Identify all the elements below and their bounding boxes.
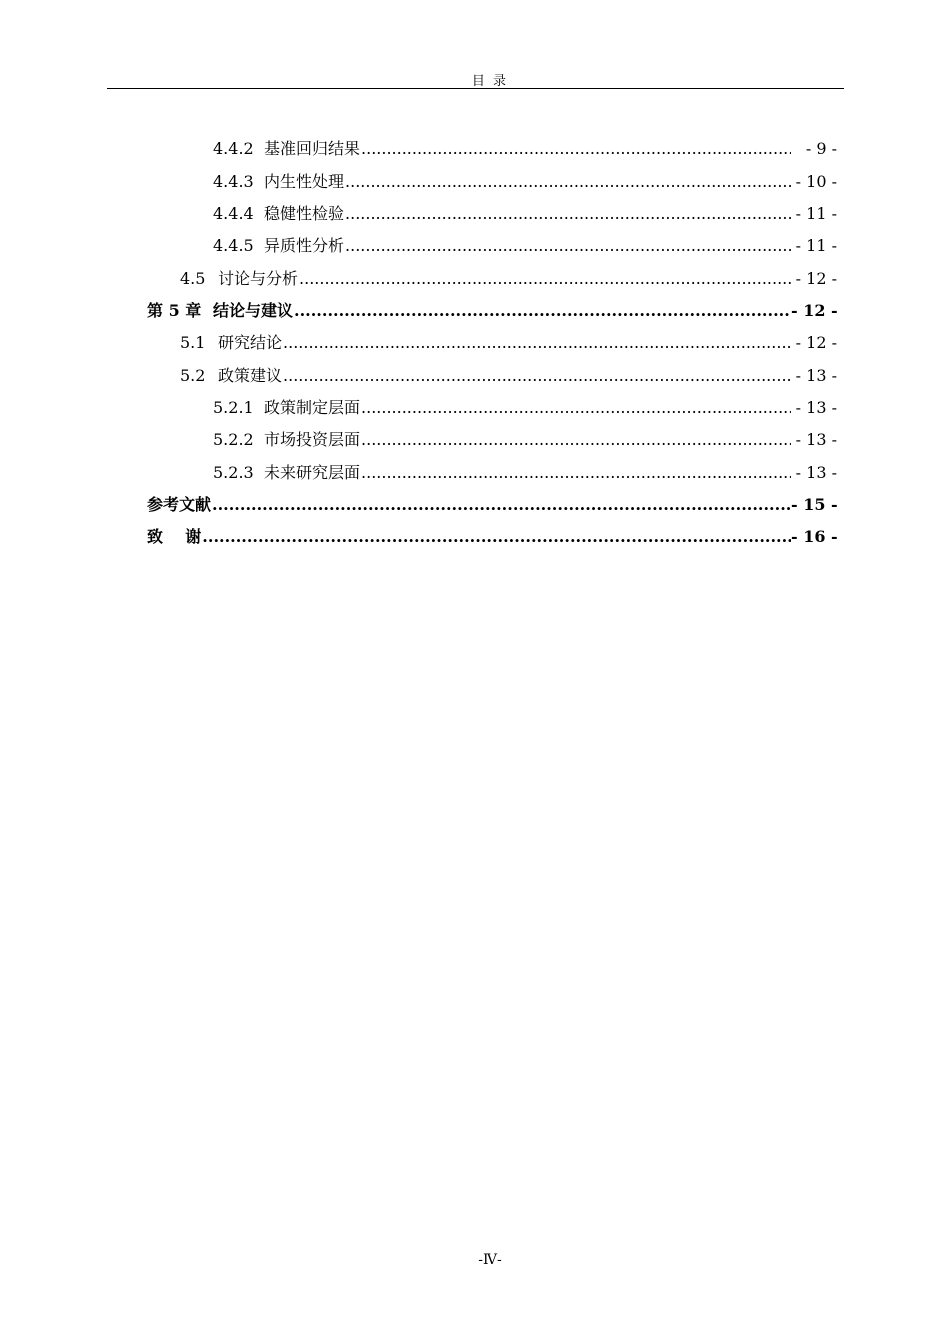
toc-entry-4-4-4[interactable] — [213, 201, 837, 225]
toc-entry-4-4-5[interactable] — [213, 233, 837, 257]
toc-dot-leader — [345, 236, 791, 255]
toc-entry-page: - 13 - — [795, 398, 837, 417]
toc-entry-4-4-2[interactable] — [213, 136, 837, 160]
toc-entry-page: - 16 - — [791, 527, 838, 546]
toc-entry-4-5[interactable] — [180, 266, 837, 290]
toc-entry-title: 市场投资层面 — [264, 430, 361, 449]
toc-entry-page: - 13 - — [795, 463, 837, 482]
toc-dot-leader — [283, 333, 791, 352]
toc-entry-title: 稳健性检验 — [264, 204, 345, 223]
header-rule — [107, 88, 844, 89]
toc-entry-number: 5.1 — [180, 333, 206, 352]
toc-dot-leader — [299, 269, 791, 288]
toc-entry-number: 5.2.2 — [213, 430, 254, 449]
toc-dot-leader — [361, 139, 791, 158]
toc-entry-5-2-2[interactable] — [213, 427, 837, 451]
toc-entry-title: 基准回归结果 — [264, 139, 361, 158]
toc-entry-title: 研究结论 — [218, 333, 283, 352]
toc-entry-page: - 11 - — [795, 204, 837, 223]
toc-entry-page: - 13 - — [795, 430, 837, 449]
toc-entry-4-4-3[interactable] — [213, 169, 837, 193]
toc-entry-5-2-1[interactable] — [213, 395, 837, 419]
toc-entry-number: 5.2.1 — [213, 398, 254, 417]
page-number-footer: -Ⅳ- — [478, 1252, 502, 1268]
toc-entry-page: - 15 - — [791, 495, 838, 514]
toc-entry-page: - 13 - — [795, 366, 837, 385]
toc-entry-number: 4.4.3 — [213, 172, 254, 191]
toc-entry-5-1[interactable] — [180, 330, 837, 354]
toc-dot-leader — [283, 366, 791, 385]
toc-entry-number: 5.2 — [180, 366, 206, 385]
toc-dot-leader — [202, 527, 791, 546]
toc-entry-number: 4.5 — [180, 269, 206, 288]
toc-dot-leader — [361, 463, 791, 482]
toc-dot-leader — [361, 398, 791, 417]
toc-entry-page: - 12 - — [795, 269, 837, 288]
toc-entry-chapter-5[interactable] — [147, 298, 837, 322]
running-header-title: 目 录 — [471, 74, 509, 89]
toc-dot-leader — [345, 172, 791, 191]
toc-entry-number: 4.4.4 — [213, 204, 254, 223]
toc-entry-page: - 9 - — [805, 139, 837, 158]
toc-entry-5-2-3[interactable] — [213, 460, 837, 484]
toc-entry-acknowledgements[interactable] — [147, 524, 837, 548]
toc-entry-page: - 10 - — [795, 172, 837, 191]
toc-entry-title: 致 谢 — [147, 527, 202, 546]
toc-entry-title: 异质性分析 — [264, 236, 345, 255]
toc-entry-5-2[interactable] — [180, 363, 837, 387]
toc-entry-title: 讨论与分析 — [218, 269, 299, 288]
toc-entry-page: - 12 - — [795, 333, 837, 352]
toc-entry-number: 4.4.2 — [213, 139, 254, 158]
toc-entry-references[interactable] — [147, 492, 837, 516]
toc-dot-leader — [294, 301, 791, 320]
toc-entry-number: 4.4.5 — [213, 236, 254, 255]
toc-entry-title: 未来研究层面 — [264, 463, 361, 482]
toc-entry-title: 结论与建议 — [213, 301, 294, 320]
toc-entry-number: 5.2.3 — [213, 463, 254, 482]
toc-entry-number: 第 5 章 — [147, 301, 202, 320]
toc-entry-title: 内生性处理 — [264, 172, 345, 191]
toc-entry-title: 参考文献 — [147, 495, 212, 514]
toc-dot-leader — [361, 430, 791, 449]
toc-entry-title: 政策制定层面 — [264, 398, 361, 417]
toc-entry-page: - 12 - — [791, 301, 838, 320]
toc-dot-leader — [212, 495, 791, 514]
toc-entry-page: - 11 - — [795, 236, 837, 255]
toc-dot-leader — [345, 204, 791, 223]
toc-entry-title: 政策建议 — [218, 366, 283, 385]
